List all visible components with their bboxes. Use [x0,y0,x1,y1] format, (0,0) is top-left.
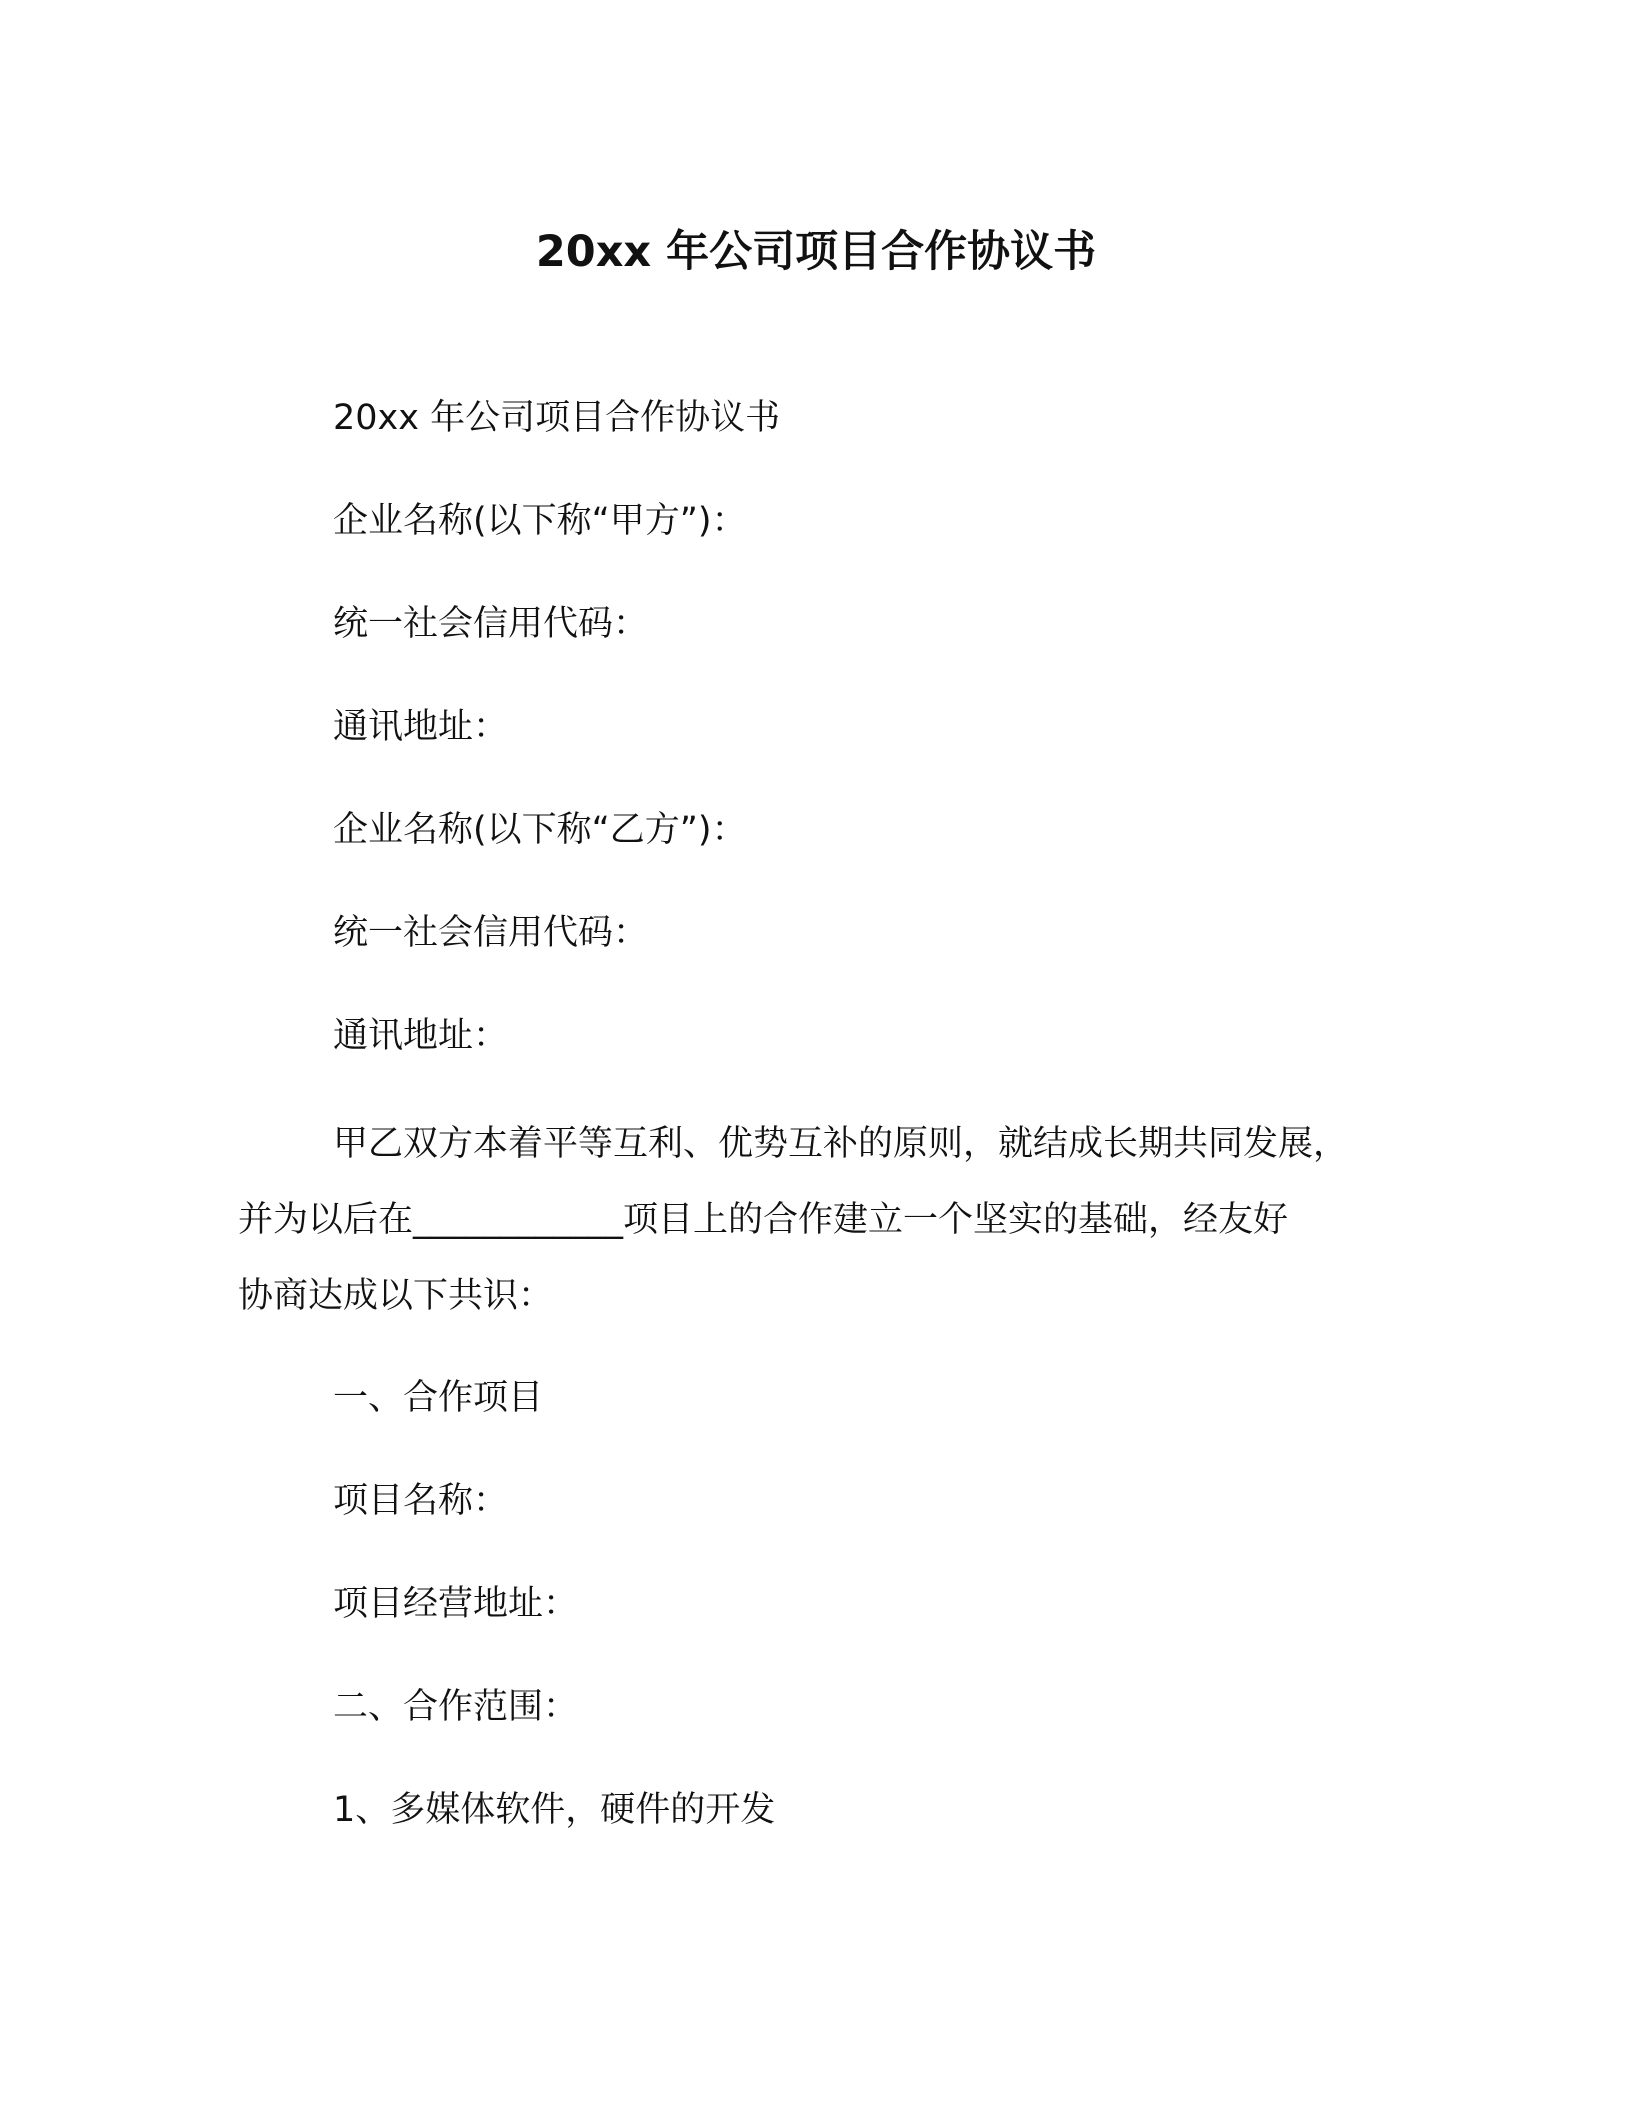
project-name-label: 项目名称： [333,1481,509,1521]
party-a-credit-code-label: 统一社会信用代码： [333,604,649,644]
preamble-line-1: 甲乙双方本着平等互利、优势互补的原则，就结成长期共同发展， [333,1124,1349,1164]
preamble-line-3: 协商达成以下共识： [238,1276,554,1316]
party-b-name-label: 企业名称(以下称“乙方”)： [333,810,747,850]
party-a-name-label: 企业名称(以下称“甲方”)： [333,501,747,541]
party-a-address-label: 通讯地址： [333,707,509,747]
section-2-heading: 二、合作范围： [333,1687,579,1727]
document-subtitle: 20xx 年公司项目合作协议书 [333,398,781,438]
section-2-item-1: 1、多媒体软件，硬件的开发 [333,1790,776,1830]
preamble-line-2-before: 并为以后在 [238,1200,414,1240]
party-b-address-label: 通讯地址： [333,1016,509,1056]
project-address-label: 项目经营地址： [333,1584,579,1624]
section-1-heading: 一、合作项目 [333,1378,544,1418]
preamble-paragraph [238,1106,1408,1334]
document-title: 20xx 年公司项目合作协议书 [535,227,1097,277]
preamble-line-2 [238,1182,1408,1258]
party-b-credit-code-label: 统一社会信用代码： [333,913,649,953]
preamble-line-2-after: 项目上的合作建立一个坚实的基础，经友好 [623,1200,1289,1240]
preamble-blank: ____________ [413,1200,624,1240]
